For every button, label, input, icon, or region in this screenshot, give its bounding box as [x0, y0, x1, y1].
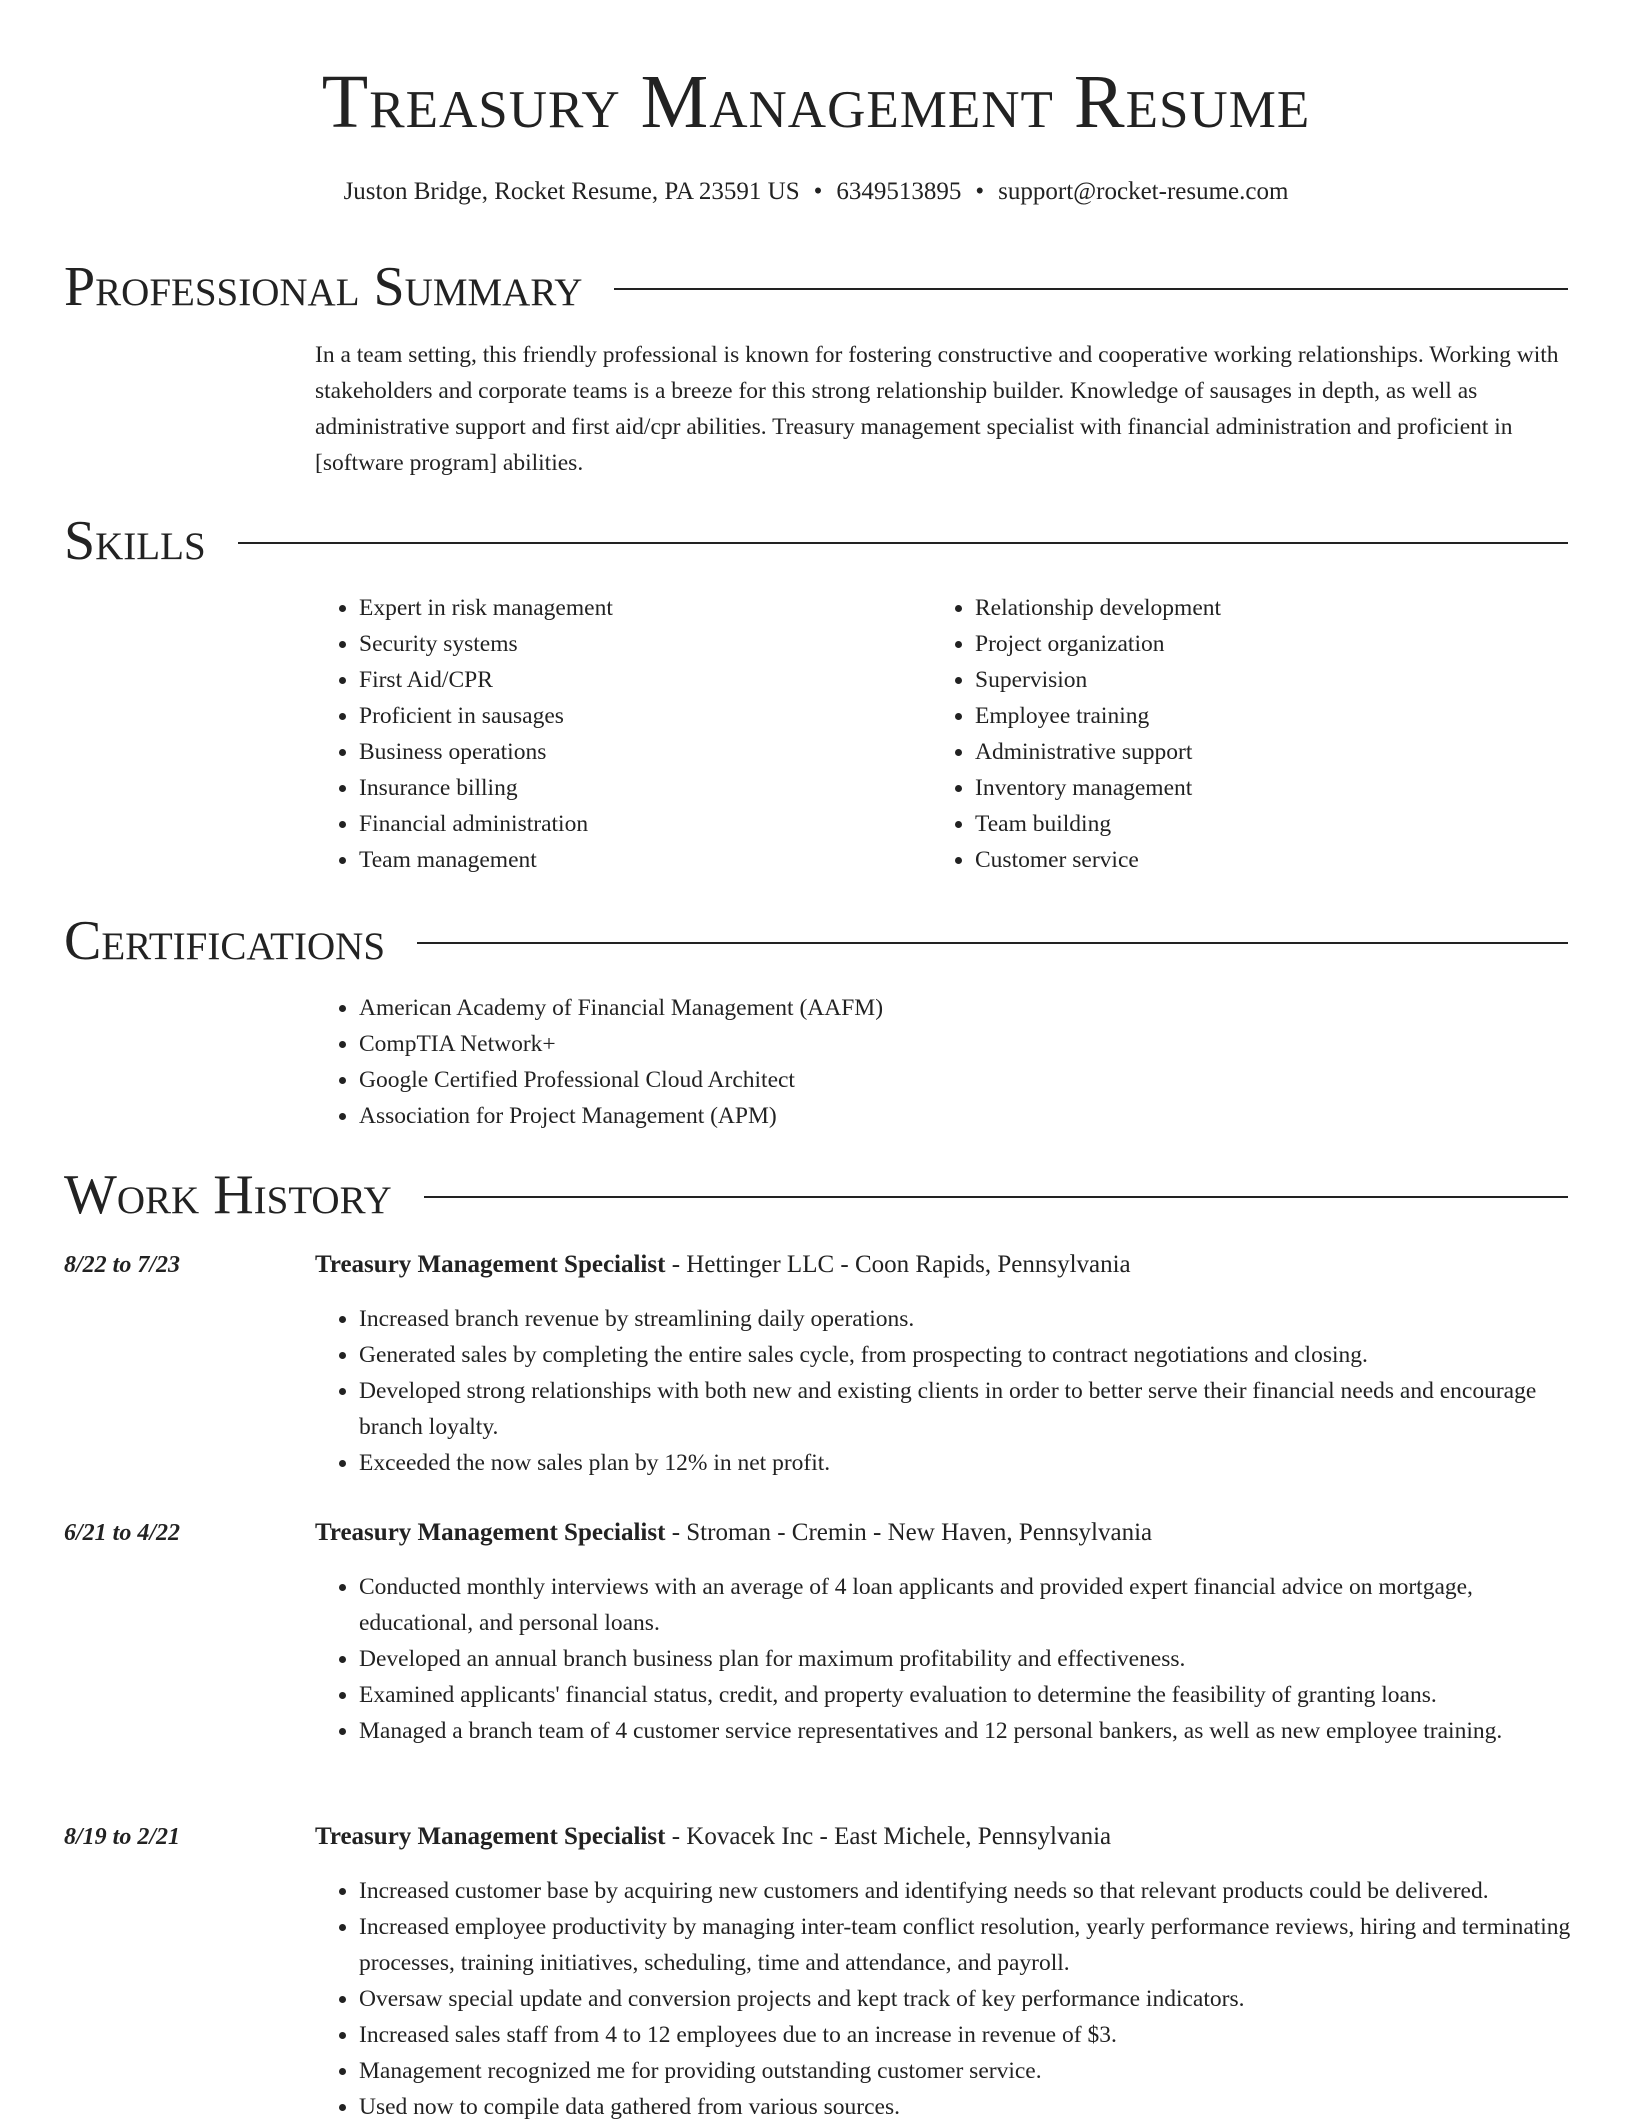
skills-left-column [315, 590, 875, 878]
job-header [315, 1515, 1575, 1551]
job-bullet: • Conducted monthly interviews with an average of 4 loan applicants and provided expert financial advice on mortgage, educational, and personal loans. [359, 1569, 1575, 1641]
contact-address: Juston Bridge, Rocket Resume, PA 23591 US [343, 178, 800, 205]
job-dates: 6/21 to 4/22 [64, 1520, 181, 1546]
job-bullets [315, 1569, 1575, 1749]
job-bullet: • Increased customer base by acquiring new customers and identifying needs so that relevant products could be delivered. [359, 1873, 1575, 1909]
job-title: Treasury Management Specialist [315, 1823, 666, 1850]
summary-heading: Professional Summary [64, 256, 583, 318]
job-dates: 8/19 to 2/21 [64, 1824, 181, 1850]
skill-item: • Security systems [359, 626, 875, 662]
skill-item: • Insurance billing [359, 770, 875, 806]
skill-item: • Proficient in sausages [359, 698, 875, 734]
job-bullet: • Increased branch revenue by streamlining daily operations. [359, 1301, 1575, 1337]
job-bullet: • Increased sales staff from 4 to 12 employees due to an increase in revenue of $3. [359, 2017, 1575, 2053]
skill-item: • Team building [975, 806, 1531, 842]
job-header [315, 1819, 1575, 1855]
job-bullet: • Used now to compile data gathered from various sources. [359, 2089, 1575, 2125]
job-dates: 8/22 to 7/23 [64, 1252, 181, 1278]
skill-item: • First Aid/CPR [359, 662, 875, 698]
skill-item: • Project organization [975, 626, 1531, 662]
certification-item: • Association for Project Management (APM) [359, 1098, 1515, 1134]
summary-section-header [64, 252, 1568, 322]
certifications-heading: Certifications [64, 910, 386, 972]
skills-heading: Skills [64, 510, 206, 572]
job-company-location: - Kovacek Inc - East Michele, Pennsylvania [665, 1823, 1112, 1850]
job-bullet: • Developed strong relationships with both new and existing clients in order to better serve their financial needs and encourage branch loyalty. [359, 1373, 1575, 1445]
skill-item: • Administrative support [975, 734, 1531, 770]
job-bullet: • Increased employee productivity by managing inter-team conflict resolution, yearly performance reviews, hiring and terminating processes, training initiatives, scheduling, time and attendance, and payroll. [359, 1909, 1575, 1981]
skill-item: • Relationship development [975, 590, 1531, 626]
section-divider [614, 288, 1568, 290]
job-bullet: • Managed a branch team of 4 customer service representatives and 12 personal bankers, as well as new employee training. [359, 1713, 1575, 1749]
skill-item: • Team management [359, 842, 875, 878]
section-divider [417, 942, 1568, 944]
job-title: Treasury Management Specialist [315, 1251, 666, 1278]
contact-line [0, 172, 1632, 212]
work-history-heading: Work History [64, 1164, 392, 1226]
skills-right-column [931, 590, 1531, 878]
certifications-section-header [64, 906, 1568, 976]
certification-item: • American Academy of Financial Management (AAFM) [359, 990, 1515, 1026]
skill-item: • Supervision [975, 662, 1531, 698]
job-bullet: • Oversaw special update and conversion projects and kept track of key performance indicators. [359, 1981, 1575, 2017]
section-divider [238, 542, 1568, 544]
job-bullet: • Management recognized me for providing outstanding customer service. [359, 2053, 1575, 2089]
job-title: Treasury Management Specialist [315, 1519, 666, 1546]
certification-item: • CompTIA Network+ [359, 1026, 1515, 1062]
skill-item: • Customer service [975, 842, 1531, 878]
skill-item: • Expert in risk management [359, 590, 875, 626]
job-bullet: • Developed an annual branch business plan for maximum profitability and effectiveness. [359, 1641, 1575, 1677]
resume-title: Treasury Management Resume [321, 60, 1311, 144]
contact-phone: 6349513895 [836, 178, 962, 205]
certification-item: • Google Certified Professional Cloud Architect [359, 1062, 1515, 1098]
contact-separator: • [975, 178, 985, 205]
contact-separator: • [813, 178, 823, 205]
job-company-location: - Stroman - Cremin - New Haven, Pennsylvania [665, 1519, 1153, 1546]
job-bullets [315, 1873, 1575, 2125]
job-company-location: - Hettinger LLC - Coon Rapids, Pennsylvania [665, 1251, 1131, 1278]
contact-email: support@rocket-resume.com [998, 178, 1289, 205]
skill-item: • Business operations [359, 734, 875, 770]
job-bullet: • Examined applicants' financial status, credit, and property evaluation to determine the feasibility of granting loans. [359, 1677, 1575, 1713]
skill-item: • Inventory management [975, 770, 1531, 806]
skills-section-header [64, 506, 1568, 576]
job-bullets [315, 1301, 1575, 1481]
work-history-section-header [64, 1160, 1568, 1230]
job-bullet: • Exceeded the now sales plan by 12% in net profit. [359, 1445, 1575, 1481]
skill-item: • Financial administration [359, 806, 875, 842]
skill-item: • Employee training [975, 698, 1531, 734]
summary-text: In a team setting, this friendly professional is known for fostering constructive and cooperative working relationships. Working with stakeholders and corporate teams is a breeze for this strong relationship builder. Knowledge of sausages in depth, as well as administrative support and first aid/cpr abilities. Treasury management specialist with financial administration and proficient in [software program] abilities. [315, 342, 1559, 476]
certifications-list [315, 990, 1515, 1134]
job-header [315, 1247, 1575, 1283]
job-bullet: • Generated sales by completing the entire sales cycle, from prospecting to contract negotiations and closing. [359, 1337, 1575, 1373]
section-divider [424, 1196, 1568, 1198]
